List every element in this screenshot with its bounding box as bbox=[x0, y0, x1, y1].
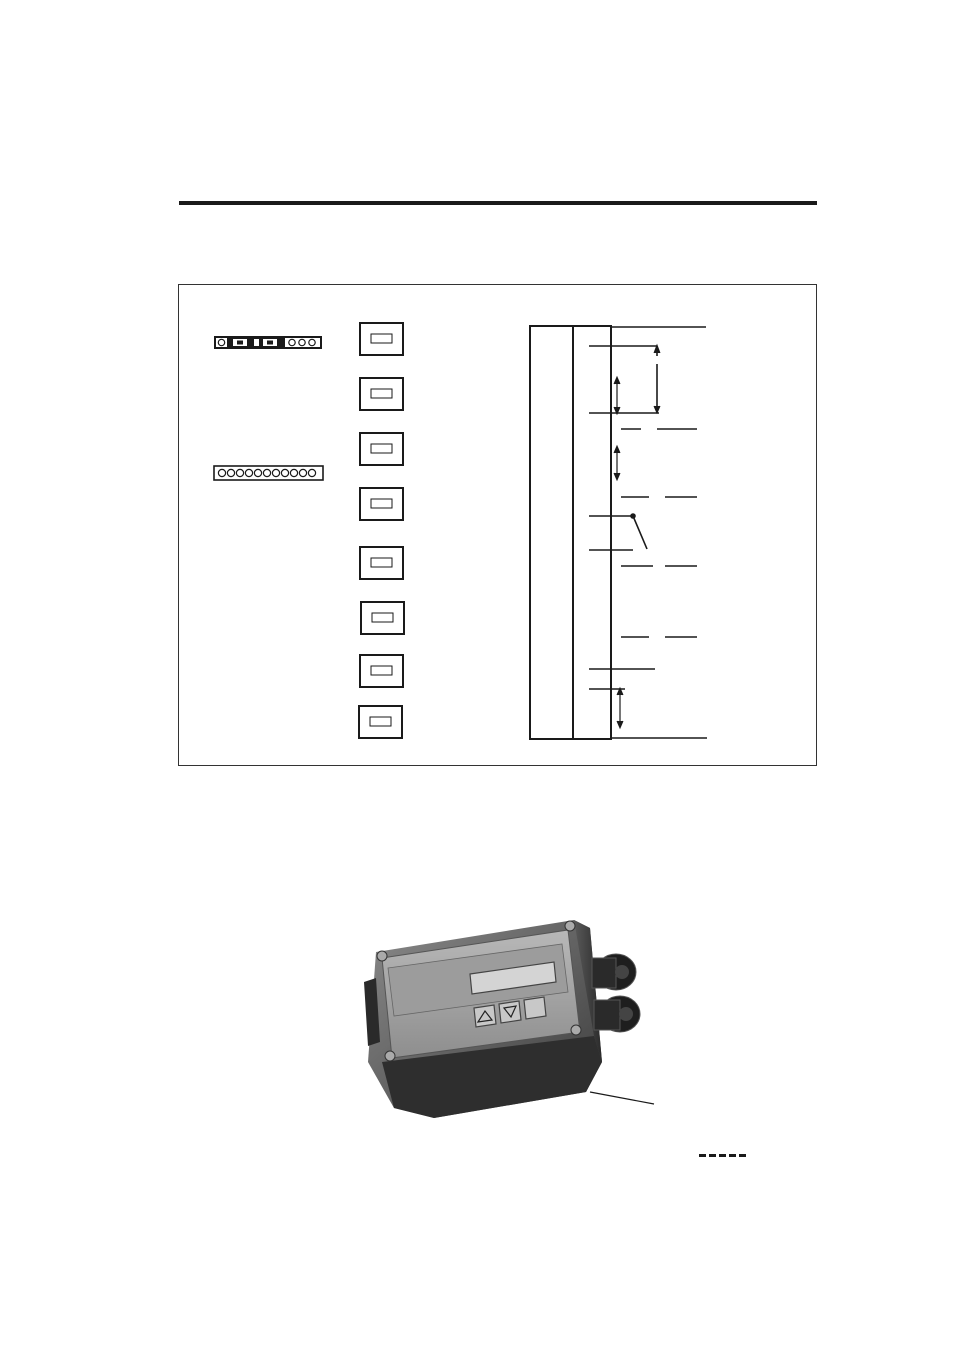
terminal-block bbox=[530, 326, 611, 739]
device-photo bbox=[354, 912, 664, 1126]
connector-strip-top bbox=[214, 336, 322, 349]
module-boxes bbox=[359, 323, 404, 738]
wiring-diagram bbox=[178, 284, 817, 766]
burkert-logo bbox=[697, 1154, 817, 1190]
wiring-diagram-graphic bbox=[179, 285, 818, 767]
wiring-lines bbox=[589, 327, 707, 738]
header-rule bbox=[179, 201, 817, 205]
connector-strip-bottom bbox=[214, 466, 323, 480]
